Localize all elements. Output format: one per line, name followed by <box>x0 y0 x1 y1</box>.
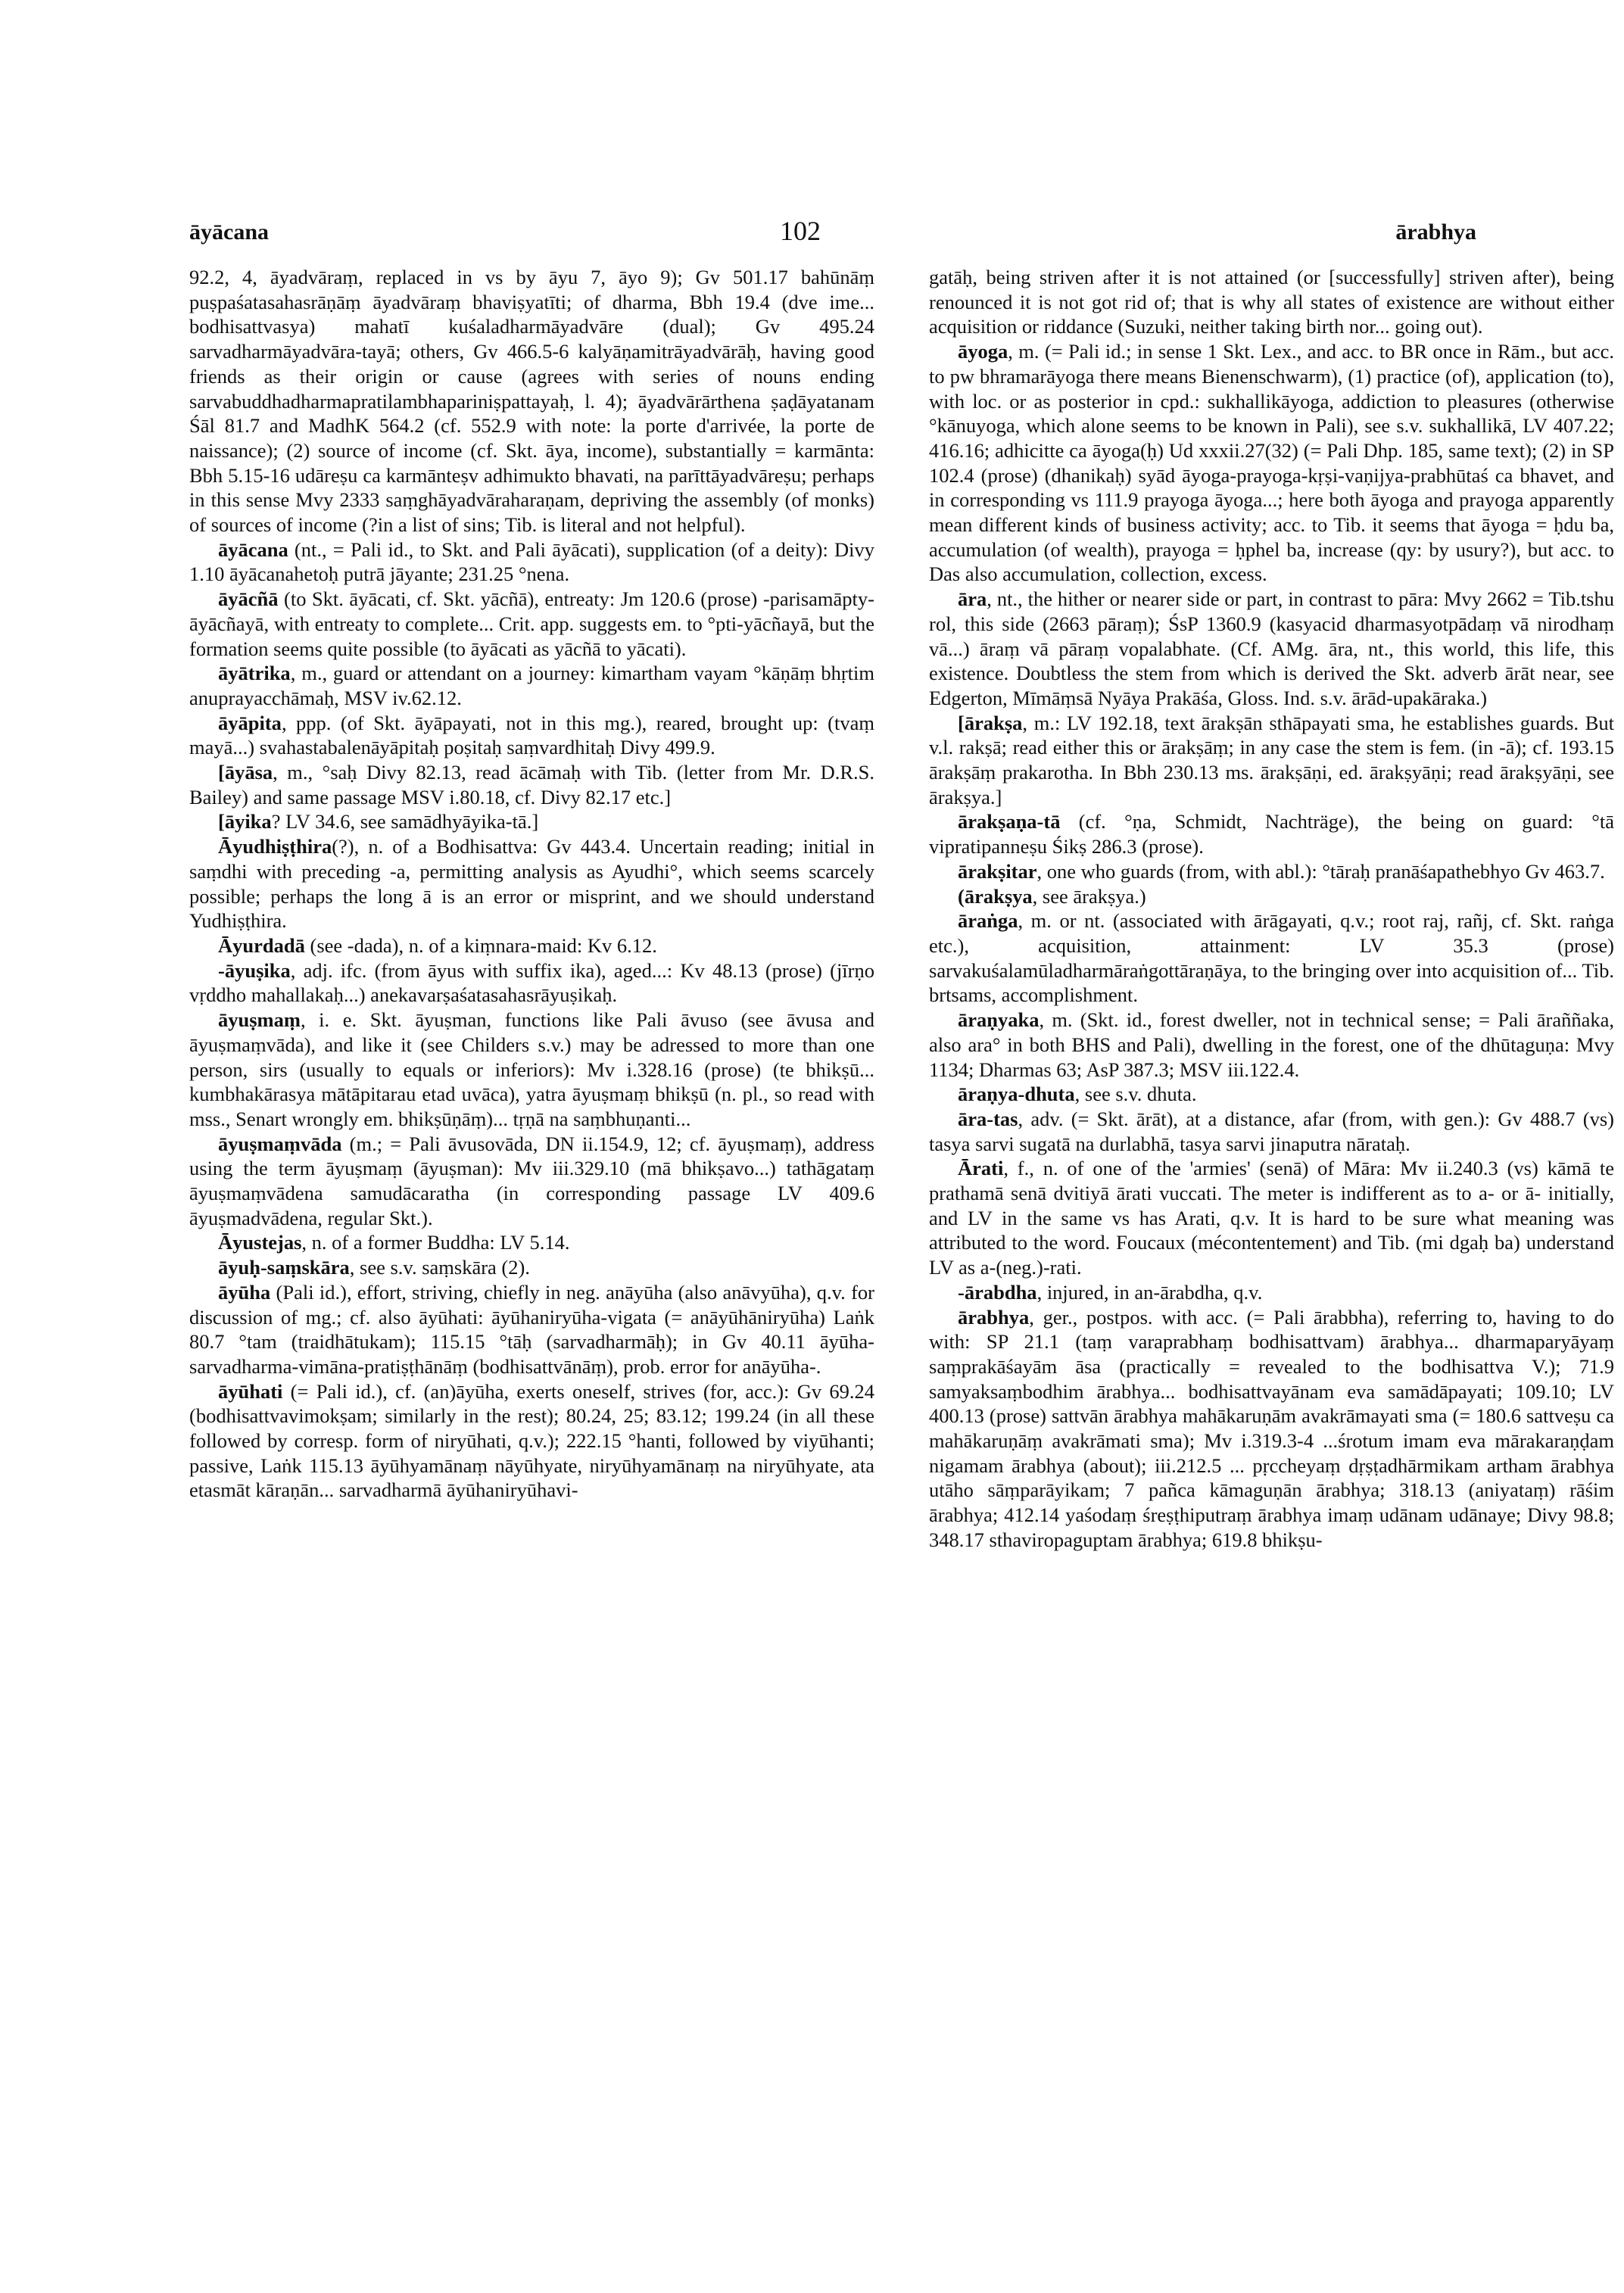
entry-headword: āyuṣmaṃvāda <box>218 1132 342 1155</box>
dictionary-entry <box>929 265 1614 339</box>
entry-body: , m., °saḥ Divy 82.13, read ācāmaḥ with Tib. (letter from Mr. D.R.S. Bailey) and same passage MSV i.80.18, cf. Divy 82.17 etc.] <box>189 761 874 808</box>
dictionary-entry <box>929 1008 1614 1082</box>
entry-body: , m. (= Pali id.; in sense 1 Skt. Lex., and acc. to BR once in Rām., but acc. to pw bhramarāyoga there means Bienenschwarm), (1) practice (of), application (to), with loc. or as posterior in cpd.: sukhallikāyoga, addiction to pleasures (otherwise °kānuyoga, which alone seems to be known in Pali), see s.v. sukhallikā, LV 407.22; 416.16; adhicitte ca āyoga(ḥ) Ud xxxii.27(32) (= Pali Dhp. 185, same text); (2) in SP 102.4 (prose) (dhanikaḥ) syād āyoga-prayoga-kṛṣi-vaṇijya-prabhūtaś ca bhavet, and in corresponding vs 111.9 prayoga āyoga...; here both āyoga and prayoga apparently mean different kinds of business activity; acc. to Tib. it seems that āyoga = ḥdu ba, accumulation (of wealth), prayoga = ḥphel ba, increase (qy: by usury?), but acc. to Das also accumulation, collection, excess. <box>929 340 1614 586</box>
dictionary-entry <box>929 1107 1614 1156</box>
dictionary-entry <box>189 958 874 1008</box>
entry-body: (to Skt. āyācati, cf. Skt. yācñā), entreaty: Jm 120.6 (prose) -parisamāpty-āyācñayā, with entreaty to complete... Crit. app. suggests em. to °pti-yācñayā, but the formation seems quite possible (to āyācati as yācñā to yācati). <box>189 587 874 660</box>
entry-headword: ārakṣitar <box>958 859 1037 883</box>
entry-headword: āyoga <box>958 340 1008 363</box>
dictionary-entry <box>929 809 1614 858</box>
entry-headword: (ārakṣya <box>958 884 1033 908</box>
page-header <box>189 216 1476 257</box>
entry-headword: Āyustejas <box>218 1231 302 1254</box>
dictionary-entry <box>189 537 874 587</box>
entry-headword: āraṅga <box>958 909 1018 933</box>
dictionary-entry <box>189 809 874 834</box>
entry-body: ? LV 34.6, see samādhyāyika-tā.] <box>271 810 539 833</box>
entry-body: , injured, in an-ārabdha, q.v. <box>1036 1280 1263 1304</box>
entry-headword: āyācana <box>218 537 288 561</box>
entry-body: (Pali id.), effort, striving, chiefly in neg. anāyūha (also anāvyūha), q.v. for discussion of mg.; cf. also āyūhati: āyūhaniryūha-vigata (= anāyūhāniryūha) Laṅk 80.7 °tam (traidhātukam); 115.15 °tāḥ (sarvadharmāḥ); in Gv 40.11 āyūha-sarvadharma-vimāna-pratiṣṭhānāṃ (bodhisattvānāṃ), prob. error for anāyūha-. <box>189 1280 874 1378</box>
dictionary-entry <box>189 1379 874 1503</box>
dictionary-entry <box>929 1156 1614 1280</box>
dictionary-entry <box>929 908 1614 1008</box>
entry-body: , ppp. (of Skt. āyāpayati, not in this mg.), reared, brought up: (tvaṃ mayā...) svahastabalenāyāpitaḥ poṣitaḥ saṃvardhitaḥ Divy 499.9. <box>189 711 874 759</box>
entry-body: (?), n. of a Bodhisattva: Gv 443.4. Uncertain reading; initial in saṃdhi with preceding -a, permitting analysis as Ayudhi°, which seems scarcely possible; perhaps the long ā is an error or misprint, and we should understand Yudhiṣṭhira. <box>189 835 874 933</box>
dictionary-entry <box>929 339 1614 587</box>
dictionary-entry <box>929 884 1614 909</box>
dictionary-entry <box>189 1255 874 1280</box>
dictionary-entry <box>189 1132 874 1231</box>
entry-body: (= Pali id.), cf. (an)āyūha, exerts oneself, strives (for, acc.): Gv 69.24 (bodhisattvavimokṣam; similarly in the rest); 80.24, 25; 83.12; 199.24 (in all these followed by corresp. form of niryūhati, q.v.); 222.15 °hanti, followed by viyūhanti; passive, Laṅk 115.13 āyūhyamānaṃ nāyūhyate, niryūhyamānaṃ na niryūhyate, ata etasmāt kāraṇān... sarvadharmā āyūhaniryūhavi- <box>189 1379 874 1502</box>
entry-body: , adv. (= Skt. ārāt), at a distance, afar (from, with gen.): Gv 488.7 (vs) tasya sarvi sugatā na durlabhā, tasya sarvi jinaputra nārataḥ. <box>929 1107 1614 1155</box>
entry-headword: [ārakṣa <box>958 711 1023 734</box>
entry-headword: āyāpita <box>218 711 282 734</box>
left-column <box>189 265 874 1503</box>
dictionary-entry <box>189 760 874 809</box>
entry-body: , nt., the hither or nearer side or part, in contrast to pāra: Mvy 2662 = Tib.tshu rol, this side (2663 pāraṃ); ŚsP 1360.9 (kasyacid dharmasyotpādaṃ vā nirodhaṃ vā...) āraṃ vā pāraṃ vopalabhate. (Cf. AMg. āra, nt., this world, this life, this existence. Doubtless the stem from which is derived the Skt. adverb ārāt near, see Edgerton, Mīmāṃsā Nyāya Prakāśa, Gloss. Ind. s.v. ārād-upakāraka.) <box>929 587 1614 709</box>
dictionary-entry <box>929 1280 1614 1305</box>
right-column <box>929 265 1614 1553</box>
entry-body: , f., n. of one of the 'armies' (senā) of Māra: Mv ii.240.3 (vs) kāmā te prathamā senā dvitiyā ārati vuccati. The meter is indifferent as to a- or ā- initially, and LV in the same vs has Arati, q.v. It is hard to be sure what meaning was attributed to the word. Foucaux (mécontentement) and Tib. (mi dgaḥ ba) understand LV as a-(neg.)-rati. <box>929 1157 1614 1279</box>
dictionary-entry <box>929 711 1614 810</box>
entry-headword: āra <box>958 587 987 611</box>
entry-headword: āraṇya-dhuta <box>958 1083 1075 1106</box>
dictionary-entry <box>189 834 874 933</box>
entry-body: gatāḥ, being striven after it is not attained (or [successfully] striven after), being renounced it is not got rid of; that is why all states of existence are without either acquisition or riddance (Suzuki, neither taking birth nor... going out). <box>929 266 1614 338</box>
entry-body: , i. e. Skt. āyuṣman, functions like Pali āvuso (see āvusa and āyuṣmaṃvāda), and like it (see Childers s.v.) may be adressed to more than one person, sirs (usually to equals or inferiors): Mv i.328.16 (prose) (te bhikṣū... kumbhakārasya mātāpitarau etad uvāca), yatra āyuṣmaṃ bhikṣū (n. pl., so read with mss., Senart wrongly em. bhikṣūṇāṃ)... tṛṇā na saṃbhuṇanti... <box>189 1008 874 1130</box>
entry-body: , see s.v. saṃskāra (2). <box>349 1256 530 1279</box>
entry-headword: āyūha <box>218 1280 271 1304</box>
entry-body: , m., guard or attendant on a journey: kimartham vayam °kāṇāṃ bhṛtim anuprayacchāmaḥ, MSV iv.62.12. <box>189 662 874 709</box>
entry-headword: āraṇyaka <box>958 1008 1040 1032</box>
entry-headword: āyātrika <box>218 662 291 685</box>
dictionary-entry <box>189 1008 874 1132</box>
dictionary-entry <box>189 587 874 661</box>
entry-body: 92.2, 4, āyadvāraṃ, replaced in vs by āyu 7, āyo 9); Gv 501.17 bahūnāṃ puṣpaśatasahasrāṇāṃ āyadvāraṃ bhaviṣyatīti; of dharma, Bbh 19.4 (dve ime... bodhisattvasya) mahatī kuśaladharmāyadvāre (dual); Gv 495.24 sarvadharmāyadvāra-tayā; others, Gv 466.5-6 kalyāṇamitrāyadvārāḥ, having good friends as their origin or cause (agrees with series of nouns ending sarvabuddhadharmapratilambhapariniṣpattayaḥ, l. 4); āyadvārārthena ṣaḍāyatanam Śāl 81.7 and MadhK 564.2 (cf. 552.9 with note: la porte d'arrivée, la porte de naissance); (2) source of income (cf. Skt. āya, income), substantially = karmānta: Bbh 5.15-16 udāreṣu ca karmānteṣv adhimukto bhavati, na parīttāyadvāreṣu; perhaps in this sense Mvy 2333 saṃghāyadvāraharaṇam, depriving the assembly (of monks) of sources of income (?in a list of sins; Tib. is literal and not helpful). <box>189 266 874 537</box>
dictionary-entry <box>189 661 874 710</box>
entry-headword: āyuḥ-saṃskāra <box>218 1256 350 1279</box>
dictionary-entry <box>189 1280 874 1379</box>
dictionary-entry <box>189 711 874 760</box>
dictionary-entry <box>189 1230 874 1255</box>
dictionary-entry <box>189 933 874 958</box>
dictionary-entry <box>929 859 1614 884</box>
entry-body: (see -dada), n. of a kiṃnara-maid: Kv 6.12. <box>304 933 657 957</box>
entry-body: (cf. °ṇa, Schmidt, Nachträge), the being on guard: °tā vipratipanneṣu Śikṣ 286.3 (prose). <box>929 810 1614 858</box>
entry-body: , adj. ifc. (from āyus with suffix ika), aged...: Kv 48.13 (prose) (jīrṇo vṛddho mahallakaḥ...) anekavarṣaśatasahasrāyuṣikaḥ. <box>189 958 874 1007</box>
entry-headword: āyuṣmaṃ <box>218 1008 301 1032</box>
header-left-guideword: āyācana <box>189 220 269 245</box>
entry-headword: ārakṣaṇa-tā <box>958 810 1061 833</box>
header-right-guideword: ārabhya <box>1395 220 1476 245</box>
entry-headword: -ārabdha <box>958 1280 1037 1304</box>
dictionary-entry <box>929 1082 1614 1107</box>
entry-body: , m. (Skt. id., forest dweller, not in technical sense; = Pali āraññaka, also ara° in both BHS and Pali), dwelling in the forest, one of the dhūtaguṇa: Mvy 1134; Dharmas 63; AsP 387.3; MSV iii.122.4. <box>929 1008 1614 1081</box>
entry-headword: Ārati <box>958 1157 1004 1180</box>
entry-headword: [āyika <box>218 810 272 833</box>
dictionary-entry <box>929 587 1614 711</box>
entry-body: , one who guards (from, with abl.): °tāraḥ pranāśapathebhyo Gv 463.7. <box>1036 859 1605 883</box>
entry-body: , ger., postpos. with acc. (= Pali ārabbha), referring to, having to do with: SP 21.1 (taṃ varaprabhaṃ bodhisattvam) ārabhya... dharmaparyāyaṃ saṃprakāśayām āsa (practically = revealed to the bodhisattva V.); 71.9 samyaksaṃbodhim ārabhya... bodhisattvayānam eva samādāpayati; 109.10; LV 400.13 (prose) sattvān ārabhya mahākaruṇām avakrāmayati sma (= 180.6 sattveṣu ca mahākaruṇāṃ avakrāmati sma); Mv i.319.3-4 ...śrotum imam eva mārakaraṇḍam nigamam ārabhya (about); iii.212.5 ... pṛccheyaṃ dṛṣṭadhārmikam artham ārabhya utāho sāṃparāyikam; 7 pañca kāmaguṇān ārabhya; 318.13 (aniyataṃ) rāśim ārabhya; 412.14 yaśodaṃ śreṣṭhiputraṃ ārabhya imaṃ udānam udānaye; Divy 98.8; 348.17 sthaviropaguptam ārabhya; 619.8 bhikṣu- <box>929 1305 1614 1551</box>
entry-headword: -āyuṣika <box>218 958 291 982</box>
entry-headword: āyūhati <box>218 1379 283 1403</box>
entry-headword: [āyāsa <box>218 761 273 784</box>
entry-body: , m.: LV 192.18, text ārakṣān sthāpayati sma, he establishes guards. But v.l. rakṣā; read either this or ārakṣāṃ; in any case the stem is fem. (in -ā); cf. 193.15 ārakṣāṃ prakarotha. In Bbh 230.13 ms. ārakṣāṇi, ed. ārakṣyāṇi; read ārakṣyāṇi, see ārakṣya.] <box>929 711 1614 808</box>
entry-body: , m. or nt. (associated with ārāgayati, q.v.; root raj, rañj, cf. Skt. raṅga etc.), acquisition, attainment: LV 35.3 (prose) sarvakuśalamūladharmāraṅgottāraṇāya, to the bringing over into acquisition of... Tib. brtsams, accomplishment. <box>929 909 1614 1007</box>
page-number: 102 <box>780 216 821 246</box>
entry-body: , see ārakṣya.) <box>1032 884 1146 908</box>
entry-headword: āyācñā <box>218 587 279 611</box>
entry-body: , see s.v. dhuta. <box>1074 1083 1197 1106</box>
entry-headword: āra-tas <box>958 1107 1018 1130</box>
entry-body: (nt., = Pali id., to Skt. and Pali āyācati), supplication (of a deity): Divy 1.10 āyācanahetoḥ putrā jāyante; 231.25 °nena. <box>189 537 874 586</box>
entry-headword: Āyurdadā <box>218 933 305 957</box>
entry-body: , n. of a former Buddha: LV 5.14. <box>301 1231 570 1254</box>
entry-headword: Āyudhiṣṭhira <box>218 835 332 858</box>
dictionary-entry <box>929 1305 1614 1553</box>
entry-body: (m.; = Pali āvusovāda, DN ii.154.9, 12; cf. āyuṣmaṃ), address using the term āyuṣmaṃ (āyuṣman): Mv iii.329.10 (mā bhikṣavo...) tathāgataṃ āyuṣmaṃvādena samudācaratha (in corresponding passage LV 409.6 āyuṣmadvādena, regular Skt.). <box>189 1132 874 1229</box>
entry-headword: ārabhya <box>958 1305 1030 1329</box>
dictionary-entry <box>189 265 874 537</box>
